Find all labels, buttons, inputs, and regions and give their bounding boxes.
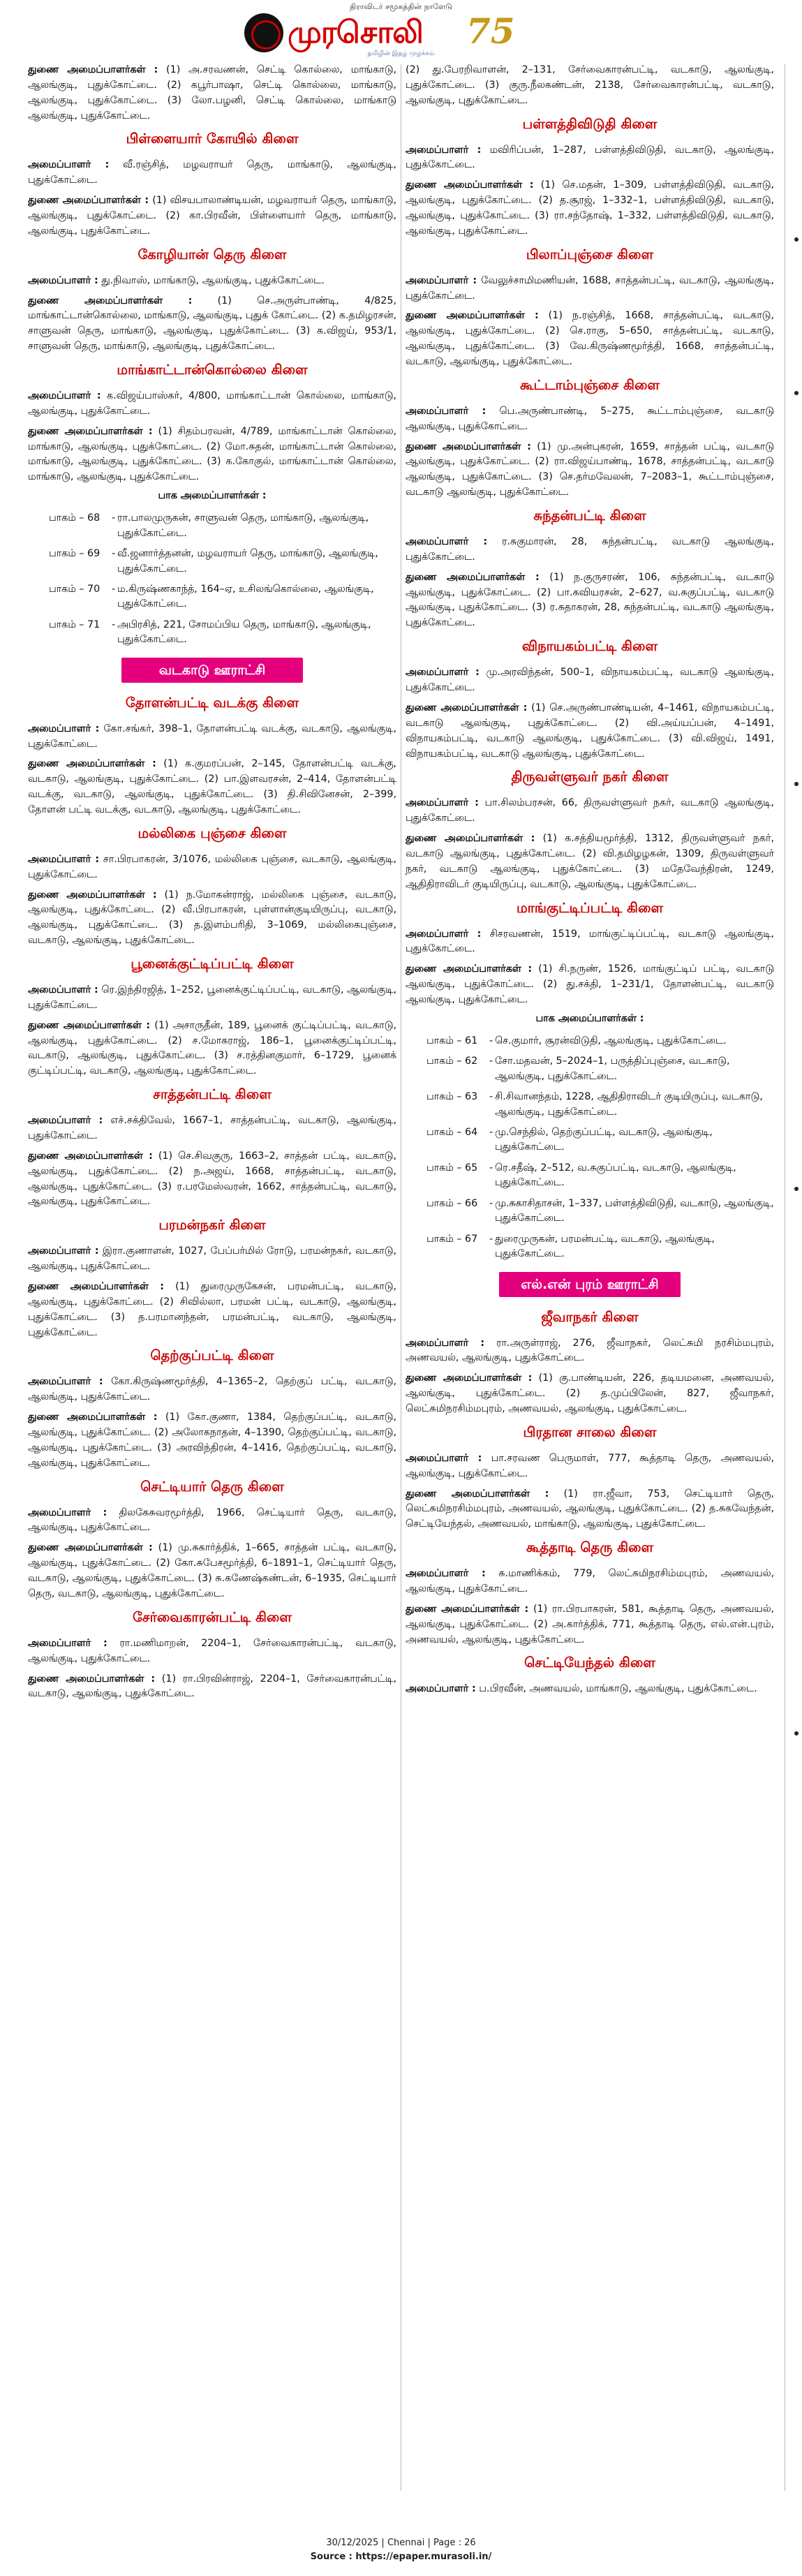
role-label: அமைப்பாளர் : bbox=[406, 928, 482, 940]
member-details: (1) செ.மதன், 1–309, பள்ளத்திவிடுதி, வடகாடு, ஆலங்குடி, புதுக்கோட்டை. (2) த.சூரஜ், 1–332–1, பள்ளத்திவிடுதி, வடகாடு, ஆலங்குடி, புதுக்கோட்டை. (3) ரா.சந்தோஷ், 1–332, பள்ளத்திவிடுதி, வடகாடு, ஆலங்குடி, புதுக்கோட்டை. bbox=[406, 179, 774, 237]
member-entry bbox=[28, 722, 396, 753]
member-entry bbox=[406, 309, 774, 369]
member-details: மவிரிப்பன், 1–287, பள்ளத்திவிடுதி, வடகாடு, ஆலங்குடி, புதுக்கோட்டை. bbox=[406, 144, 774, 171]
booth-separator: - bbox=[489, 1197, 493, 1209]
member-entry bbox=[406, 63, 774, 109]
branch-heading: சுந்தன்பட்டி கிளை bbox=[533, 508, 646, 524]
role-label: துணை அமைப்பாளர்கள் : bbox=[406, 1372, 533, 1384]
role-label: அமைப்பாளர் : bbox=[28, 984, 98, 995]
member-entry bbox=[406, 1336, 774, 1367]
member-details: (1) சி.நருண், 1526, மாங்குட்டிப் பட்டி, வடகாடு ஆலங்குடி, புதுக்கோட்டை. (2) து.சக்தி, 1–231/1, தோளன்பட்டி, வடகாடு ஆலங்குடி, புதுக்கோட்டை. bbox=[406, 963, 774, 1005]
role-label: அமைப்பாளர் : bbox=[28, 159, 110, 171]
edge-dot bbox=[794, 1187, 799, 1191]
booth-number: பாகம் – 63 bbox=[426, 1091, 478, 1103]
member-details: (1) க.குமரப்பன், 2–145, தோளன்பட்டி வடக்கு, வடகாடு, ஆலங்குடி, புதுக்கோட்டை. (2) பா.இளவரசன், 2–414, தோளன்பட்டி வடக்கு, வடகாடு, ஆலங்குடி, புதுக்கோட்டை. (3) தி.சிவினேசன், 2–399, தோளன் பட்டி வடக்கு, வடகாடு, ஆலங்குடி, புதுக்கோட்டை. bbox=[28, 758, 396, 815]
booth-number: பாகம் – 62 bbox=[426, 1056, 478, 1067]
booth-row bbox=[28, 547, 396, 577]
member-details: (1) கோ.குணா, 1384, தெற்குப்பட்டி, வடகாடு, ஆலங்குடி, புதுக்கோட்டை. (2) அலோகநாதன், 4–1390, தெற்குப்பட்டி, வடகாடு, ஆலங்குடி, புதுக்கோட்டை. (3) அரவிந்திரன், 4–1416, தெற்குப்பட்டி, வடகாடு, ஆலங்குடி, புதுக்கோட்டை. bbox=[28, 1412, 396, 1469]
member-entry bbox=[28, 1244, 396, 1275]
member-entry bbox=[28, 852, 396, 883]
member-details: எச்.சக்திவேல், 1667–1, சாத்தன்பட்டி, வடகாடு, ஆலங்குடி, புதுக்கோட்டை. bbox=[28, 1115, 396, 1142]
member-details: ரெ.இந்திரஜித், 1–252, பூனைக்குட்டிப்பட்டி, வடகாடு, ஆலங்குடி, புதுக்கோட்டை. bbox=[28, 984, 396, 1011]
member-entry bbox=[406, 1602, 774, 1648]
role-label: அமைப்பாளர் : bbox=[28, 390, 101, 402]
branch-heading: பிள்ளையார் கோயில் கிளை bbox=[126, 131, 299, 147]
branch-heading: பிலாப்புஞ்சை கிளை bbox=[526, 246, 654, 262]
booth-member: ரா.பாலமுருகன், சாளுவன் தெரு, மாங்காடு, ஆலங்குடி, புதுக்கோட்டை. bbox=[117, 512, 369, 539]
booth-number: பாகம் – 71 bbox=[49, 619, 101, 630]
booth-row bbox=[406, 1125, 774, 1155]
member-details: திலகேசுவரமூர்த்தி, 1966, செட்டியார் தெரு, வடகாடு, ஆலங்குடி, புதுக்கோட்டை. bbox=[28, 1507, 396, 1534]
member-entry bbox=[28, 193, 396, 239]
booth-row bbox=[406, 1197, 774, 1227]
booth-member: சோ.மதவன், 5–2024–1, பருத்திப்புஞ்சை, வடகாடு, ஆலங்குடி, புதுக்கோட்டை. bbox=[495, 1056, 730, 1082]
booth-member: செ.குமார், சூரன்விடுதி, ஆலங்குடி, புதுக்கோட்டை. bbox=[495, 1035, 727, 1046]
role-label: துணை அமைப்பாளர்கள் : bbox=[406, 833, 535, 845]
branch-heading: தெற்குப்பட்டி கிளை bbox=[150, 1347, 274, 1364]
member-details: வீ.ரஞ்சித், மழவராயர் தெரு, மாங்காடு, ஆலங்குடி, புதுக்கோட்டை. bbox=[28, 159, 396, 186]
role-label: அமைப்பாளர் : bbox=[406, 536, 488, 548]
role-label: அமைப்பாளர் : bbox=[28, 853, 100, 865]
member-entry bbox=[406, 274, 774, 304]
edge-dot bbox=[794, 391, 799, 395]
member-details: ர.சுகுமாரன், 28, சுந்தன்பட்டி, வடகாடு ஆலங்குடி, புதுக்கோட்டை. bbox=[406, 536, 774, 563]
member-details: (1) செ.அருண்பாண்டியன், 4–1461, விநாயகம்பட்டி, வடகாடு ஆலங்குடி, புதுக்கோட்டை. (2) வி.அய்யப்பன், 4–1491, விநாயகம்பட்டி, வடகாடு ஆலங்குடி, புதுக்கோட்டை. (3) வி.விஜய், 1491, விநாயகம்பட்டி, வடகாடு ஆலங்குடி, புதுக்கோட்டை. bbox=[406, 702, 774, 760]
member-entry bbox=[406, 178, 774, 239]
role-label: துணை அமைப்பாளர்கள் : bbox=[28, 1281, 164, 1293]
booth-member: மு.சுகாசிதாசன், 1–337, பள்ளத்திவிடுதி, வடகாடு, ஆலங்குடி, புதுக்கோட்டை. bbox=[495, 1197, 774, 1224]
role-label: அமைப்பாளர் : bbox=[406, 405, 487, 417]
booth-separator: - bbox=[112, 512, 116, 524]
role-label: அமைப்பாளர் : bbox=[28, 1376, 103, 1388]
member-entry bbox=[406, 1371, 774, 1417]
member-details: து.நிவாஸ், மாங்காடு, ஆலங்குடி, புதுக்கோட்டை. bbox=[101, 274, 325, 286]
role-label: அமைப்பாளர் : bbox=[406, 1337, 485, 1349]
role-label: துணை அமைப்பாளர்கள் : bbox=[406, 1488, 549, 1500]
role-label: துணை அமைப்பாளர்கள் : bbox=[406, 571, 540, 583]
member-entry bbox=[28, 294, 396, 355]
member-details: ரா.அருள்ராஜ், 276, ஜீவாநகர், லெட்சுமி நரசிம்மபுரம், அணவயல், ஆலங்குடி, புதுக்கோட்டை. bbox=[406, 1337, 774, 1364]
booth-separator: - bbox=[489, 1091, 493, 1103]
member-details: (1) அ.சரவணன், செட்டி கொல்லை, மாங்காடு, ஆலங்குடி, புதுக்கோட்டை. (2) கபூர்பாஷா, செட்டி கொல்லை, மாங்காடு, ஆலங்குடி, புதுக்கோட்டை. (3) லோ.பழனி, செட்டி கொல்லை, மாங்காடு ஆலங்குடி, புதுக்கோட்டை. bbox=[28, 64, 396, 121]
member-entry bbox=[406, 701, 774, 762]
role-label: துணை அமைப்பாளர்கள் : bbox=[28, 889, 157, 901]
branch-heading: சேர்வைகாரன்பட்டி கிளை bbox=[133, 1608, 292, 1625]
member-details: (1) மு.சுகார்த்திக், 1–665, சாத்தன் பட்டி, வடகாடு, ஆலங்குடி, புதுக்கோட்டை. (2) கோ.சுபேசமூர்த்தி, 6–1891–1, செட்டியார் தெரு, வடகாடு, ஆலங்குடி, புதுக்கோட்டை. (3) சு.கணேஷ்கண்டன், 6–1935, செட்டியார் தெரு, வடகாடு, ஆலங்குடி, புதுக்கோட்டை. bbox=[28, 1542, 396, 1599]
booth-row bbox=[406, 1090, 774, 1120]
member-details: (1) செ.அருள்பாண்டி, 4/825, மாங்காட்டான்கொல்லை, மாங்காடு, ஆலங்குடி, புதுக் கோட்டை. (2) க.தமிழரசன், சாளுவன் தெரு, மாங்காடு, ஆலங்குடி, புதுக்கோட்டை. (3) க.விஜய், 953/1, சாளுவன் தெரு, மாங்காடு, ஆலங்குடி, புதுக்கோட்டை. bbox=[28, 295, 396, 353]
edge-dot bbox=[794, 237, 799, 242]
role-label: அமைப்பாளர் : bbox=[406, 1568, 486, 1580]
branch-heading: பரமன்நகர் கிளை bbox=[158, 1217, 266, 1234]
branch-heading: பள்ளத்திவிடுதி கிளை bbox=[522, 115, 658, 132]
member-entry bbox=[406, 1567, 774, 1597]
member-entry bbox=[28, 983, 396, 1014]
member-entry bbox=[28, 1672, 396, 1703]
role-label: அமைப்பாளர் : bbox=[406, 274, 477, 286]
branch-heading: திருவள்ளுவர் நகர் கிளை bbox=[511, 769, 669, 785]
branch-heading: மாங்காட்டான்கொல்லை கிளை bbox=[117, 362, 308, 378]
member-entry bbox=[406, 570, 774, 631]
footer-source: Source : https://epaper.murasoli.in/ bbox=[310, 2552, 492, 2562]
booth-number: பாகம் – 61 bbox=[426, 1035, 478, 1046]
booth-section-heading: பாக அமைப்பாளர்கள் : bbox=[535, 1012, 644, 1024]
newspaper-logo: முரசொலி bbox=[288, 15, 423, 50]
member-details: (1) விசயபாலாண்டியன், மழவராயர் தெரு, மாங்காடு, ஆலங்குடி, புதுக்கோட்டை. (2) கா.பிரவீன், பிள்ளையார் தெரு, மாங்காடு, ஆலங்குடி, புதுக்கோட்டை. bbox=[28, 195, 396, 237]
article-column-left bbox=[28, 63, 396, 2491]
member-details: (1) ரா.ஜீவா, 753, செட்டியார் தெரு, லெட்சுமிநரசிம்மபுரம், அணவயல், ஆலங்குடி, புதுக்கோட்டை. (2) த.சுகவேந்தன், செட்டியேந்தல், அணவயல், மாங்காடு, ஆலங்குடி, புதுக்கோட்டை. bbox=[406, 1488, 774, 1530]
anniversary-subtitle: தமிழின் இதழ் முழக்கம் bbox=[367, 50, 435, 57]
page-footer bbox=[0, 2536, 802, 2564]
member-entry bbox=[28, 1636, 396, 1667]
booth-member: சி.சிவானந்தம், 1228, ஆதிதிராவிடர் குடியிருப்பு, வடகாடு, ஆலங்குடி, புதுக்கோட்டை. bbox=[495, 1091, 763, 1118]
member-details: சு.மாணிக்கம், 779, லெட்சுமிநரசிம்மபுரம், அணவயல், ஆலங்குடி, புதுக்கோட்டை. bbox=[406, 1568, 774, 1594]
member-details: (1) செ.சிவகுரு, 1663–2, சாத்தன் பட்டி, வடகாடு, ஆலங்குடி, புதுக்கோட்டை. (2) ந.அஜய், 1668, சாத்தன்பட்டி, வடகாடு, ஆலங்குடி, புதுக்கோட்டை. (3) ர.பரமேஸ்வரன், 1662, சாத்தன்பட்டி, வடகாடு, ஆலங்குடி, புதுக்கோட்டை. bbox=[28, 1150, 396, 1208]
booth-member: ரெ.சதீஷ், 2–512, வ.சுகுப்பட்டி, வடகாடு, ஆலங்குடி, புதுக்கோட்டை. bbox=[495, 1162, 736, 1189]
booth-number: பாகம் – 65 bbox=[426, 1162, 478, 1174]
member-entry bbox=[406, 962, 774, 1008]
member-details: பா.சரவண பெருமாள், 777, கூத்தாடி தெரு, அணவயல், ஆலங்குடி, புதுக்கோட்டை. bbox=[406, 1452, 774, 1479]
member-details: (1) ரா.பிரபாகரன், 581, கூத்தாடி தெரு, அணவயல், ஆலங்குடி, புதுக்கோட்டை. (2) அ.கார்த்திக், 771, கூத்தாடி தெரு, எல்.என்.புரம், அணவயல், ஆலங்குடி, புதுக்கோட்டை. bbox=[406, 1603, 774, 1645]
member-entry bbox=[28, 757, 396, 817]
article-column-right bbox=[406, 63, 774, 2491]
role-label: துணை அமைப்பாளர்கள் : bbox=[406, 441, 531, 452]
member-entry bbox=[406, 796, 774, 827]
booth-section-heading: பாக அமைப்பாளர்கள் : bbox=[158, 490, 267, 502]
branch-heading: கோழியான் தெரு கிளை bbox=[138, 246, 287, 262]
role-label: அமைப்பாளர் : bbox=[28, 1245, 99, 1257]
booth-member: வீ.ஜனார்த்தனன், மழவராயர் தெரு, மாங்காடு, ஆலங்குடி, புதுக்கோட்டை. bbox=[117, 548, 378, 575]
member-details: க.விஜய்பாஸ்கர், 4/800, மாங்காட்டான் கொல்லை, மாங்காடு, ஆலங்குடி, புதுக்கோட்டை. bbox=[28, 390, 396, 417]
booth-separator: - bbox=[489, 1056, 493, 1067]
member-details: (1) அசாருதீன், 189, பூனைக் குட்டிப்பட்டி, வடகாடு, ஆலங்குடி, புதுக்கோட்டை. (2) ச.மோகராஜ், 186–1, பூனைக்குட்டிப்பட்டி, வடகாடு, ஆலங்குடி, புதுக்கோட்டை. (3) ச.ரத்தினகுமார், 6–1729, பூனைக் குட்டிப்பட்டி, வடகாடு, ஆலங்குடி, புதுக்கோட்டை. bbox=[28, 1019, 396, 1077]
role-label: அமைப்பாளர் : bbox=[406, 144, 482, 156]
member-details: (1) கு.பாண்டியன், 226, தடியமனை, அணவயல், ஆலங்குடி, புதுக்கோட்டை. (2) த.முப்பிலேன், 827, ஜீவாநகர், லெட்சுமிநரசிம்மபுரம், அணவயல், ஆலங்குடி, புதுக்கோட்டை. bbox=[406, 1372, 774, 1414]
member-entry bbox=[406, 404, 774, 435]
member-entry bbox=[28, 1113, 396, 1144]
branch-heading: மாங்குட்டிப்பட்டி கிளை bbox=[516, 899, 664, 916]
member-details: சா.பிரபாகரன், 3/1076, மல்லிகை புஞ்சை, வடகாடு, ஆலங்குடி, புதுக்கோட்டை. bbox=[28, 853, 396, 880]
booth-row bbox=[406, 1054, 774, 1084]
role-label: அமைப்பாளர் : bbox=[406, 1683, 476, 1695]
edge-dot bbox=[794, 782, 799, 786]
booth-number: பாகம் – 66 bbox=[426, 1197, 478, 1209]
member-details: பெ.அருண்பாண்டி, 5–275, கூட்டாம்புஞ்சை, வடகாடு ஆலங்குடி, புதுக்கோட்டை. bbox=[406, 405, 774, 432]
role-label: துணை அமைப்பாளர்கள் : bbox=[28, 758, 156, 770]
booth-member: ம.கிருஷ்ணகாந்த், 164–ஏ, உசிலங்கொல்லை, ஆலங்குடி, புதுக்கோட்டை. bbox=[117, 583, 374, 610]
member-details: கோ.கிருஷ்ணமூர்த்தி, 4–1365–2, தெற்குப் பட்டி, வடகாடு, ஆலங்குடி, புதுக்கோட்டை. bbox=[28, 1376, 396, 1403]
branch-heading: விநாயகம்பட்டி கிளை bbox=[521, 638, 658, 655]
role-label: அமைப்பாளர் : bbox=[28, 1637, 107, 1649]
member-entry bbox=[28, 1375, 396, 1405]
member-details: ப.பிரவீன், அணவயல், மாங்காடு, ஆலங்குடி, புதுக்கோட்டை. bbox=[479, 1683, 757, 1695]
member-details: ரா.மணிமாறன், 2204–1, சேர்வைகாரன்பட்டி, வடகாடு, ஆலங்குடி, புதுக்கோட்டை. bbox=[28, 1637, 396, 1664]
member-entry bbox=[28, 158, 396, 188]
role-label: அமைப்பாளர் : bbox=[406, 1452, 482, 1464]
branch-heading: மல்லிகை புஞ்சை கிளை bbox=[138, 824, 287, 841]
role-label: துணை அமைப்பாளர்கள் : bbox=[28, 295, 193, 306]
masthead bbox=[0, 0, 802, 60]
booth-number: பாகம் – 70 bbox=[49, 583, 101, 595]
role-label: அமைப்பாளர் : bbox=[28, 274, 98, 286]
member-details: கோ.சங்கர், 398–1, தோளன்பட்டி வடக்கு, வடகாடு, ஆலங்குடி, புதுக்கோட்டை. bbox=[28, 723, 396, 750]
booth-separator: - bbox=[112, 548, 116, 560]
member-entry bbox=[28, 1541, 396, 1601]
role-label: துணை அமைப்பாளர்கள் : bbox=[28, 425, 153, 437]
member-entry bbox=[406, 927, 774, 958]
branch-heading: செட்டியேந்தல் கிளை bbox=[524, 1655, 655, 1671]
role-label: துணை அமைப்பாளர்கள் : bbox=[28, 195, 149, 207]
booth-row bbox=[406, 1034, 774, 1049]
member-entry bbox=[28, 389, 396, 420]
booth-separator: - bbox=[112, 583, 116, 595]
branch-heading: செட்டியார் தெரு கிளை bbox=[140, 1478, 284, 1495]
member-entry bbox=[406, 535, 774, 565]
member-entry bbox=[406, 143, 774, 174]
branch-heading: பூனைக்குட்டிப்பட்டி கிளை bbox=[131, 956, 294, 972]
member-details: (1) ந.குருசரண், 106, சுந்தன்பட்டி, வடகாடு ஆலங்குடி, புதுக்கோட்டை. (2) பா.கவியரசன், 2–627, வ.சுகுப்பட்டி, வடகாடு ஆலங்குடி, புதுக்கோட்டை. (3) ர.சுதாகரன், 28, சுந்தன்பட்டி, வடகாடு ஆலங்குடி, புதுக்கோட்டை. bbox=[406, 571, 774, 629]
member-entry bbox=[28, 274, 396, 289]
role-label: துணை அமைப்பாளர்கள் : bbox=[28, 1542, 153, 1554]
role-label: துணை அமைப்பாளர்கள் : bbox=[28, 1150, 153, 1162]
edge-dot bbox=[794, 1731, 799, 1735]
member-details: வேலுச்சாமிமணியன், 1688, சாத்தன்பட்டி, வடகாடு, ஆலங்குடி, புதுக்கோட்டை. bbox=[406, 274, 774, 302]
member-details: (1) மு.அன்புகரன், 1659, சாத்தன் பட்டி, வடகாடு ஆலங்குடி, புதுக்கோட்டை. (2) ரா.விஜய்பாண்டி, 1678, சாத்தன்பட்டி, வடகாடு ஆலங்குடி, புதுக்கோட்டை. (3) செ.தர்மவேலன், 7–2083–1, கூட்டாம்புஞ்சை, வடகாடு ஆலங்குடி, புதுக்கோட்டை. bbox=[406, 441, 774, 498]
member-entry bbox=[406, 1487, 774, 1533]
booth-member: மு.செந்தில், தெற்குப்பட்டி, வடகாடு, ஆலங்குடி, புதுக்கோட்டை. bbox=[495, 1127, 713, 1153]
member-details: சிசரவணன், 1519, மாங்குட்டிப்பட்டி, வடகாடு ஆலங்குடி, புதுக்கோட்டை. bbox=[406, 928, 774, 955]
branch-heading: ஜீவாநகர் கிளை bbox=[541, 1308, 639, 1325]
booth-row bbox=[28, 618, 396, 648]
anniversary-badge: 75 bbox=[466, 10, 515, 52]
role-label: துணை அமைப்பாளர்கள் : bbox=[406, 1603, 529, 1615]
member-details: (2) து.பேரறிவாளன், 2–131, சேர்வைகாரன்பட்டி, வடகாடு, ஆலங்குடி, புதுக்கோட்டை. (3) குரு.நீலகண்டன், 2138, சேர்வைகாரன்பட்டி, வடகாடு, ஆலங்குடி, புதுக்கோட்டை. bbox=[406, 64, 774, 106]
member-entry bbox=[28, 1149, 396, 1210]
member-entry bbox=[28, 424, 396, 485]
role-label: துணை அமைப்பாளர்கள் : bbox=[28, 1019, 151, 1031]
role-label: துணை அமைப்பாளர்கள் : bbox=[28, 1673, 156, 1685]
role-label: அமைப்பாளர் : bbox=[406, 667, 480, 679]
role-label: அமைப்பாளர் : bbox=[28, 1507, 107, 1518]
member-entry bbox=[28, 1410, 396, 1471]
masthead-logo-row bbox=[244, 10, 558, 55]
booth-row bbox=[28, 582, 396, 612]
booth-separator: - bbox=[489, 1162, 493, 1174]
role-label: துணை அமைப்பாளர்கள் : bbox=[28, 1412, 158, 1423]
masthead-tagline: திராவிடர் சமூகத்தின் நாளேடு bbox=[350, 2, 452, 11]
booth-member: துரைமுருகன், பரமன்பட்டி, வடகாடு, ஆலங்குடி, புதுக்கோட்டை. bbox=[495, 1233, 715, 1260]
member-entry bbox=[28, 1019, 396, 1079]
role-label: துணை அமைப்பாளர்கள் : bbox=[406, 179, 534, 191]
role-label: துணை அமைப்பாளர்கள் : bbox=[406, 963, 533, 975]
role-label: அமைப்பாளர் : bbox=[28, 1115, 103, 1127]
booth-separator: - bbox=[489, 1127, 493, 1138]
booth-separator: - bbox=[489, 1035, 493, 1046]
role-label: துணை அமைப்பாளர்கள் : bbox=[406, 702, 528, 713]
member-entry bbox=[28, 888, 396, 949]
member-details: (1) சிதம்பரவன், 4/789, மாங்காட்டான் கொல்லை, மாங்காடு, ஆலங்குடி, புதுக்கோட்டை. (2) மோ.சுதன், மாங்காட்டான் கொல்லை, மாங்காடு, ஆலங்குடி, புதுக்கோட்டை. (3) க.கோகுல், மாங்காட்டான் கொல்லை, மாங்காடு, ஆலங்குடி, புதுக்கோட்டை. bbox=[28, 425, 396, 483]
booth-row bbox=[28, 511, 396, 541]
branch-heading: கூத்தாடி தெரு கிளை bbox=[526, 1539, 654, 1556]
role-label: அமைப்பாளர் : bbox=[28, 723, 100, 734]
branch-heading: கூட்டாம்புஞ்சை கிளை bbox=[520, 376, 660, 393]
role-label: அமைப்பாளர் : bbox=[406, 797, 479, 809]
member-entry bbox=[28, 1280, 396, 1340]
branch-heading: சாத்தன்பட்டி கிளை bbox=[153, 1086, 272, 1103]
booth-row bbox=[406, 1232, 774, 1262]
booth-number: பாகம் – 64 bbox=[426, 1127, 478, 1138]
booth-separator: - bbox=[489, 1233, 493, 1245]
member-details: (1) ந.ரஞ்சித், 1668, சாத்தன்பட்டி, வடகாடு, ஆலங்குடி, புதுக்கோட்டை. (2) செ.ராகு, 5–650, சாத்தன்பட்டி, வடகாடு, ஆலங்குடி, புதுக்கோட்டை. (3) வே.கிருஷ்ணமூர்த்தி, 1668, சாத்தன்பட்டி, வடகாடு, ஆலங்குடி, புதுக்கோட்டை. bbox=[406, 310, 774, 368]
booth-number: பாகம் – 68 bbox=[49, 512, 101, 524]
branch-heading: பிரதான சாலை கிளை bbox=[523, 1423, 657, 1440]
member-entry bbox=[28, 63, 396, 124]
member-details: (1) ரா.பிரவின்ராஜ், 2204–1, சேர்வைகாரன்பட்டி, வடகாடு, ஆலங்குடி, புதுக்கோட்டை. bbox=[28, 1673, 396, 1700]
member-details: மு.அரவிந்தன், 500–1, விநாயகம்பட்டி, வடகாடு ஆலங்குடி, புதுக்கோட்டை. bbox=[406, 667, 774, 694]
footer-date-line: 30/12/2025 | Chennai | Page : 26 bbox=[326, 2538, 476, 2548]
booth-row bbox=[406, 1161, 774, 1191]
role-label: துணை அமைப்பாளர்கள் : bbox=[28, 64, 158, 75]
member-details: பா.சிலம்பரசன், 66, திருவள்ளுவர் நகர், வடகாடு ஆலங்குடி, புதுக்கோட்டை. bbox=[406, 797, 774, 824]
booth-number: பாகம் – 67 bbox=[426, 1233, 478, 1245]
member-details: இரா.குணாளன், 1027, பேப்பர்மில் ரோடு, பரமன்நகர், வடகாடு, ஆலங்குடி, புதுக்கோட்டை. bbox=[28, 1245, 396, 1273]
member-entry bbox=[406, 1451, 774, 1482]
emblem-icon bbox=[244, 13, 283, 52]
member-details: (1) ந.மோகன்ராஜ், மல்லிகை புஞ்சை, வடகாடு, ஆலங்குடி, புதுக்கோட்டை. (2) வீ.பிரபாகரன், புள்ளான்குடியிருப்பு, வடகாடு, ஆலங்குடி, புதுக்கோட்டை. (3) த.இளம்பரிதி, 3–1069, மல்லிகைபுஞ்சை, வடகாடு, ஆலங்குடி, புதுக்கோட்டை. bbox=[28, 889, 396, 947]
booth-number: பாகம் – 69 bbox=[49, 548, 101, 560]
role-label: துணை அமைப்பாளர்கள் : bbox=[406, 310, 539, 322]
branch-heading: தோளன்பட்டி வடக்கு கிளை bbox=[125, 694, 299, 711]
member-entry bbox=[406, 1682, 774, 1697]
member-entry bbox=[28, 1506, 396, 1537]
member-entry bbox=[406, 831, 774, 892]
panchayat-banner: எல்.என் புரம் ஊராட்சி bbox=[499, 1272, 681, 1297]
panchayat-banner: வடகாடு ஊராட்சி bbox=[121, 658, 303, 683]
booth-member: அபிரசித், 221, சோமப்பிய தெரு, மாங்காடு, ஆலங்குடி, புதுக்கோட்டை. bbox=[117, 619, 371, 646]
member-details: (1) துரைமுருகேசன், பரமன்பட்டி, வடகாடு, ஆலங்குடி, புதுக்கோட்டை. (2) சிவில்லா, பரமன் பட்டி, வடகாடு, ஆலங்குடி, புதுக்கோட்டை. (3) த.பரமானந்தன், பரமன்பட்டி, வடகாடு, ஆலங்குடி, புதுக்கோட்டை. bbox=[28, 1281, 396, 1338]
member-entry bbox=[406, 665, 774, 696]
member-details: (1) க.சத்தியமூர்த்தி, 1312, திருவள்ளுவர் நகர், வடகாடு ஆலங்குடி, புதுக்கோட்டை. (2) வி.தமிழழகன், 1309, திருவள்ளுவர் நகர், வடகாடு ஆலங்குடி, புதுக்கோட்டை. (3) மதேவேந்திரன், 1249, ஆதிதிராவிடர் குடியிருப்பு, வடகாடு, ஆலங்குடி, புதுக்கோட்டை. bbox=[406, 833, 774, 890]
member-entry bbox=[406, 440, 774, 501]
booth-separator: - bbox=[112, 619, 116, 630]
